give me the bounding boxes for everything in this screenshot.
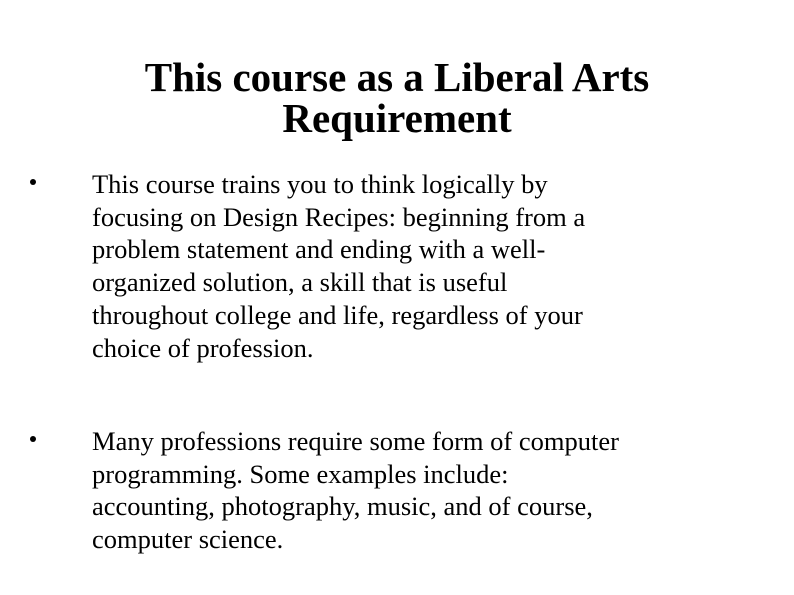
slide-title [0, 54, 794, 141]
slide-title-line: This course as a Liberal Arts [144, 54, 650, 100]
bullet-line: focusing on Design Recipes: beginning from a [92, 201, 586, 232]
bullet-line: accounting, photography, music, and of course, [92, 491, 593, 522]
bullet-line: This course trains you to think logically by [92, 169, 548, 199]
slide-title-line: Requirement [282, 95, 512, 141]
bullet-line: programming. Some examples include: [92, 458, 509, 489]
bullet-line: choice of profession. [92, 332, 314, 363]
bullet-dot-icon [30, 179, 36, 185]
bullet-line: organized solution, a skill that is useful [92, 267, 508, 298]
bullet-line: computer science. [92, 524, 284, 555]
bullet-text [92, 425, 752, 556]
bullet-text [92, 168, 752, 364]
bullet-line: throughout college and life, regardless of your [92, 299, 583, 330]
bullet-dot-icon [30, 436, 36, 442]
bullet-line: problem statement and ending with a well- [92, 234, 546, 265]
bullet-line: Many professions require some form of computer [92, 426, 619, 456]
